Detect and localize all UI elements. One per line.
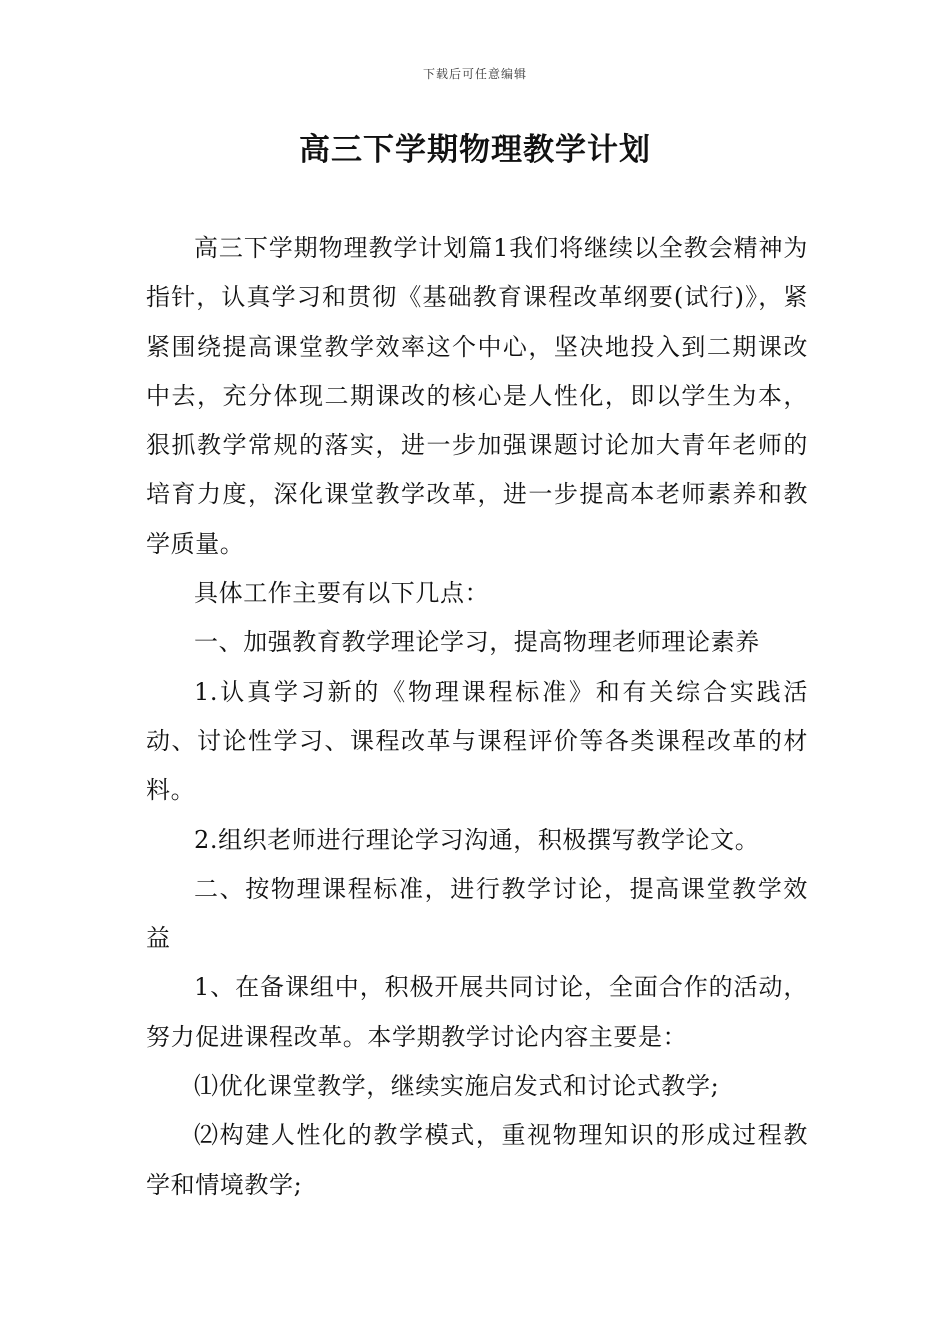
- paragraph-intro: 高三下学期物理教学计划篇1我们将继续以全教会精神为指针，认真学习和贯彻《基础教育课程改革纲要(试行)》，紧紧围绕提高课堂教学效率这个中心，坚决地投入到二期课改中去，充分体现二期课改的核心是人性化，即以学生为本，狠抓教学常规的落实，进一步加强课题讨论加大青年老师的培育力度，深化课堂教学改革，进一步提高本老师素养和教学质量。: [146, 234, 808, 558]
- document-body: [146, 224, 808, 1210]
- list-item-1-1: 1.认真学习新的《物理课程标准》和有关综合实践活动、讨论性学习、课程改革与课程评价等各类课程改革的材料。: [146, 677, 808, 805]
- paragraph-overview: 具体工作主要有以下几点：: [194, 579, 490, 608]
- list-item-1-2: 2.组织老师进行理论学习沟通，积极撰写教学论文。: [194, 825, 760, 854]
- section-heading-1: 一、加强教育教学理论学习，提高物理老师理论素养: [194, 628, 760, 657]
- sub-item-1: ⑴优化课堂教学，继续实施启发式和讨论式教学;: [194, 1072, 720, 1101]
- section-heading-2: 二、按物理课程标准，进行教学讨论，提高课堂教学效益: [146, 874, 808, 953]
- document-title: 高三下学期物理教学计划: [299, 132, 651, 168]
- header-note: 下载后可任意编辑: [422, 67, 527, 81]
- sub-item-2: ⑵构建人性化的教学模式，重视物理知识的形成过程教学和情境教学;: [146, 1121, 808, 1199]
- list-item-2-1: 1、在备课组中，积极开展共同讨论，全面合作的活动，努力促进课程改革。本学期教学讨论内容主要是：: [146, 973, 808, 1051]
